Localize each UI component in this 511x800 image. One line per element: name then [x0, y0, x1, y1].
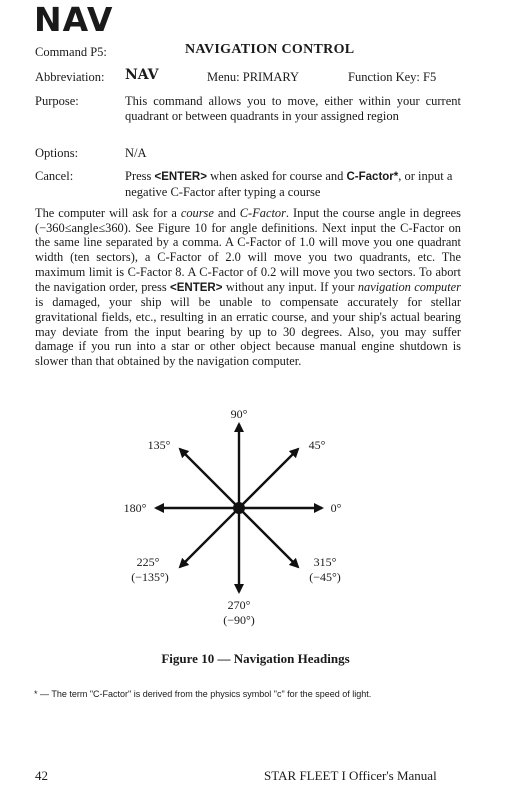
- arrow-45: [239, 449, 298, 508]
- label-180: 180°: [123, 501, 147, 515]
- compass-center-dot: [233, 502, 245, 514]
- enter-key: <ENTER>: [170, 281, 223, 294]
- arrow-135: [180, 449, 239, 508]
- figure-caption: Figure 10 — Navigation Headings: [161, 651, 350, 666]
- label-135: 135°: [147, 438, 171, 452]
- purpose-label: Purpose:: [35, 94, 79, 108]
- page-title: NAV: [34, 0, 114, 39]
- label-315: 315°: [313, 555, 337, 569]
- footnote: * — The term "C-Factor" is derived from the physics symbol "c" for the speed of light.: [34, 689, 372, 699]
- label-minus-135: (−135°): [131, 570, 169, 584]
- label-0: 0°: [330, 501, 342, 515]
- purpose-text: This command allows you to move, either within your current quadrant or between quadrants in your assigned region: [125, 94, 461, 123]
- command-heading: NAVIGATION CONTROL: [185, 42, 355, 57]
- label-minus-90: (−90°): [223, 613, 255, 627]
- arrow-315: [239, 508, 298, 567]
- label-270: 270°: [227, 598, 251, 612]
- page-number: 42: [35, 768, 48, 783]
- abbreviation-value: NAV: [125, 67, 159, 83]
- enter-key: <ENTER>: [154, 171, 207, 183]
- label-90: 90°: [230, 407, 248, 421]
- label-45: 45°: [308, 438, 326, 452]
- label-225: 225°: [136, 555, 160, 569]
- menu-text: Menu: PRIMARY: [207, 70, 300, 84]
- abbreviation-label: Abbreviation:: [35, 70, 105, 84]
- arrow-225: [180, 508, 239, 567]
- label-minus-45: (−45°): [309, 570, 341, 584]
- body-paragraph: The computer will ask for a course and C-Factor. Input the course angle in degrees (−360≤angle≤360). See Figure 10 for angle definitions. Next input the C-Factor on the same line separated by a comma. A C-Factor of 1.0 will move you one quadrant width (ten sectors), a C-Factor of 2.0 will move you two quadrants, etc. The maximum limit is C-Factor 8. A C-Factor of 0.2 will move you two sectors. To abort the navigation order, press <ENTER> without any input. If your navigation computer is damaged, your ship will be unable to compensate accurately for stellar gravitational fields, etc., resulting in an erratic course, and your ship's actual bearing may deviate from the input bearing by up to 30 degrees. Also, you may suffer damage if you run into a star or other object because manual engine shutdown is slower than that obtained by the navigation computer.: [35, 206, 461, 369]
- command-label: Command P5:: [35, 45, 107, 59]
- manual-title: STAR FLEET I Officer's Manual: [264, 768, 437, 783]
- cancel-text: Press <ENTER> when asked for course and C-Factor*, or input a negative C-Factor after typing a course: [125, 169, 453, 199]
- options-label: Options:: [35, 146, 79, 160]
- function-key-text: Function Key: F5: [348, 70, 437, 84]
- cancel-label: Cancel:: [35, 169, 74, 183]
- options-value: N/A: [125, 146, 147, 160]
